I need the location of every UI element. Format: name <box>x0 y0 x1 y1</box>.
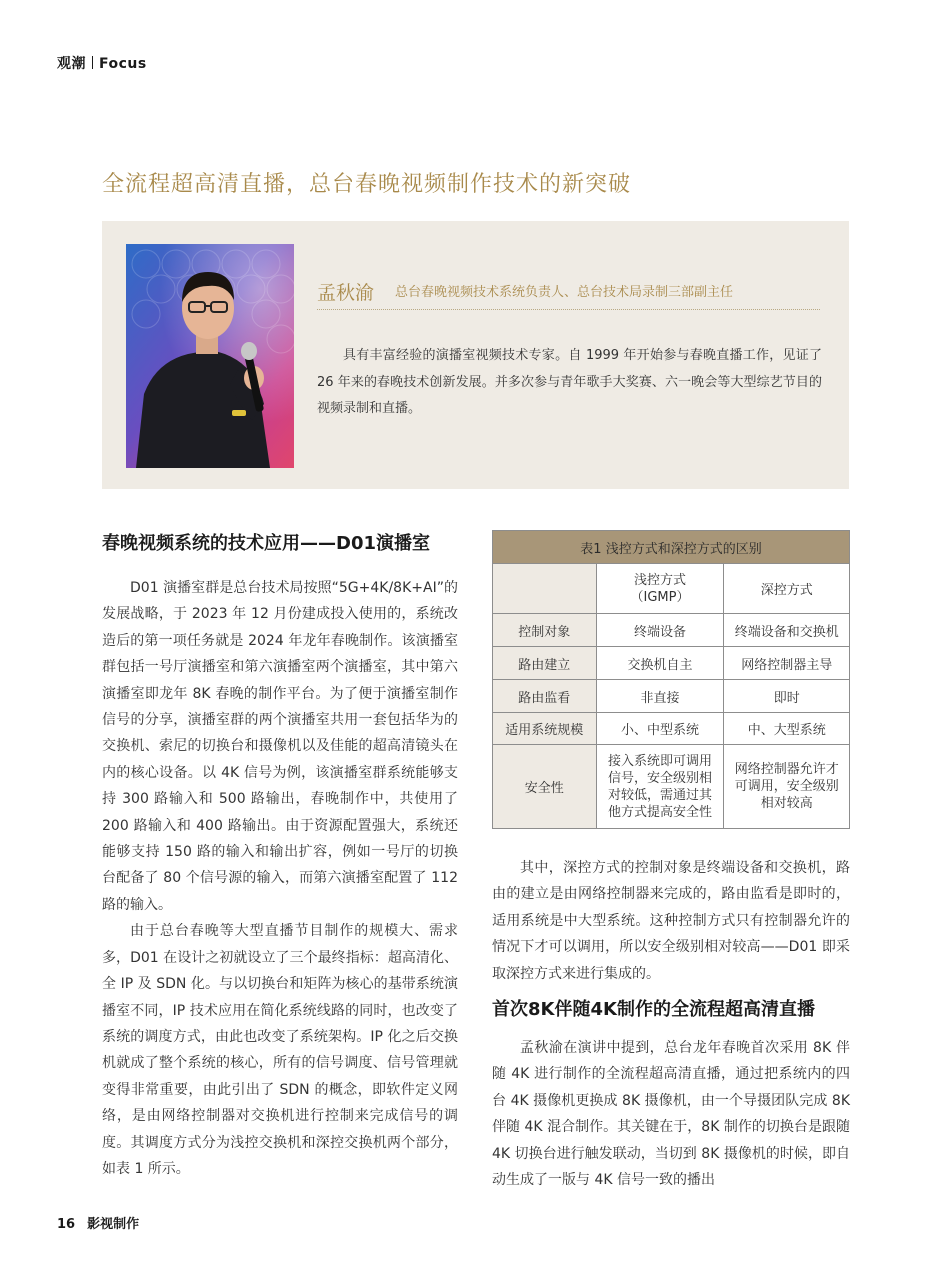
bio-divider <box>317 309 820 310</box>
article-title: 全流程超高清直播，总台春晚视频制作技术的新突破 <box>102 172 632 197</box>
comparison-table <box>492 530 850 829</box>
right-column-intro <box>492 855 850 987</box>
table-row-label: 控制对象 <box>493 614 597 647</box>
speaker-role: 总台春晚视频技术系统负责人、总台技术局录制三部副主任 <box>395 285 734 300</box>
table-cell: 非直接 <box>596 680 724 713</box>
header-divider <box>92 56 93 69</box>
magazine-name: 影视制作 <box>87 1217 140 1232</box>
table-header-deep: 深控方式 <box>724 564 850 614</box>
section-heading-d01: 春晚视频系统的技术应用——D01演播室 <box>102 533 430 554</box>
table-cell: 网络控制器主导 <box>724 647 850 680</box>
paragraph: D01 演播室群是总台技术局按照“5G+4K/8K+AI”的发展战略，于 2023 年 12 月份建成投入使用的，系统改造后的第一项任务就是 2024 年龙年春晚制作。该演播室群包括一号厅演播室和第六演播室两个演播室，其中第六演播室即龙年 8K 春晚的制作平台。为了便于演播室制作信号的分享，演播室群的两个演播室共用一套包括华为的交换机、索尼的切换台和摄像机以及佳能的超高清镜头在内的核心设备。以 4K 信号为例，该演播室群系统能够支持 300 路输入和 500 路输出，春晚制作中，共使用了 200 路输入和 400 路输出。由于资源配置强大，系统还能够支持 150 路的输入和输出扩容，例如一号厅的切换台配备了 80 个信号源的输入，而第六演播室配置了 112 路的输入。 <box>102 580 458 913</box>
header-tag: Focus <box>99 56 147 72</box>
table-cell: 接入系统即可调用信号，安全级别相对较低，需通过其他方式提高安全性 <box>596 745 724 829</box>
right-column-body <box>492 1035 850 1193</box>
table-cell: 终端设备和交换机 <box>724 614 850 647</box>
section-heading-8k: 首次8K伴随4K制作的全流程超高清直播 <box>492 999 815 1020</box>
header-section: 观潮 <box>57 56 86 72</box>
paragraph: 孟秋渝在演讲中提到，总台龙年春晚首次采用 8K 伴随 4K 进行制作的全流程超高清直播，通过把系统内的四台 4K 摄像机更换成 8K 摄像机，由一个导摄团队完成 8K 伴随 4K 混合制作。其关键在于，8K 制作的切换台是跟随 4K 切换台进行触发联动，当切到 8K 摄像机的时候，即自动生成了一版与 4K 信号一致的播出 <box>492 1040 850 1189</box>
table-row-label: 适用系统规模 <box>493 713 597 745</box>
table-row-label: 路由监看 <box>493 680 597 713</box>
paragraph: 由于总台春晚等大型直播节目制作的规模大、需求多，D01 在设计之初就设立了三个最终指标：超高清化、全 IP 及 SDN 化。与以切换台和矩阵为核心的基带系统演播室不同，IP 技术应用在简化系统线路的同时，也改变了系统的调度方式，由此也改变了系统架构。IP 化之后交换机就成了整个系统的核心，所有的信号调度、信号管理就变得非常重要，由此引出了 SDN 的概念，即软件定义网络，是由网络控制器对交换机进行控制来完成信号的调度。其调度方式分为浅控交换机和深控交换机两个部分，如表 1 所示。 <box>102 923 458 1177</box>
table-row-label: 路由建立 <box>493 647 597 680</box>
table-cell: 中、大型系统 <box>724 713 850 745</box>
paragraph: 其中，深控方式的控制对象是终端设备和交换机，路由的建立是由网络控制器来完成的，路由监看是即时的，适用系统是中大型系统。这种控制方式只有控制器允许的情况下才可以调用，所以安全级别相对较高——D01 即采取深控方式来进行集成的。 <box>492 860 850 982</box>
table-row <box>493 647 850 680</box>
table-cell: 网络控制器允许才可调用，安全级别相对较高 <box>724 745 850 829</box>
page-number: 16 <box>57 1217 76 1232</box>
speaker-photo-image <box>126 244 294 468</box>
table-row <box>493 745 850 829</box>
table-cell: 交换机自主 <box>596 647 724 680</box>
running-header <box>57 53 147 73</box>
table-row <box>493 680 850 713</box>
table-row <box>493 614 850 647</box>
table-row <box>493 713 850 745</box>
table-row-label: 安全性 <box>493 745 597 829</box>
table-header-shallow: 浅控方式（IGMP） <box>596 564 724 614</box>
table-corner-cell <box>493 564 597 614</box>
speaker-photo <box>126 244 294 468</box>
table-caption: 表1 浅控方式和深控方式的区别 <box>493 531 850 564</box>
table-cell: 即时 <box>724 680 850 713</box>
table-cell: 小、中型系统 <box>596 713 724 745</box>
speaker-bio-text: 具有丰富经验的演播室视频技术专家。自 1999 年开始参与春晚直播工作，见证了 26 年来的春晚技术创新发展。并多次参与青年歌手大奖赛、六一晚会等大型综艺节目的视频录制和直播。 <box>317 348 822 416</box>
left-column-body <box>102 575 458 1182</box>
speaker-bio-box <box>102 221 849 489</box>
table-cell: 终端设备 <box>596 614 724 647</box>
speaker-name: 孟秋渝 <box>317 282 375 304</box>
page-footer <box>57 1213 139 1232</box>
